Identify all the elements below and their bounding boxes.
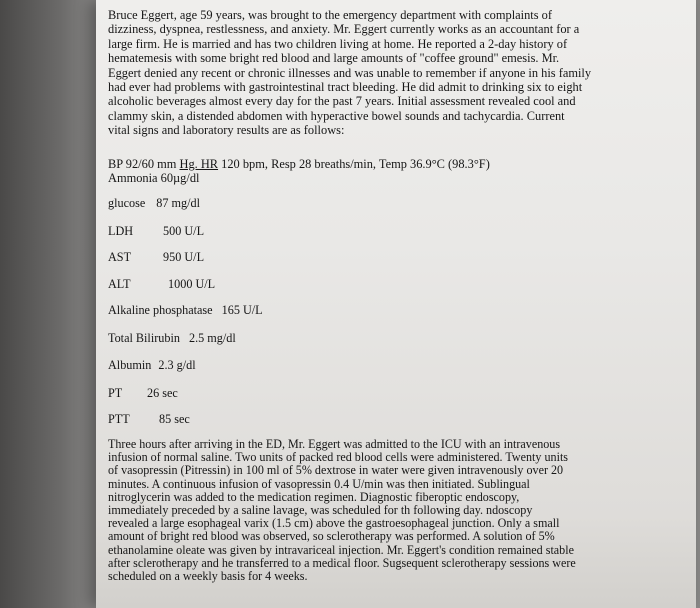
intro-line: hematemesis with some bright red blood and large amounts of "coffee ground" emesis. Mr. bbox=[108, 51, 560, 66]
lab-row-pt bbox=[108, 386, 178, 401]
intro-paragraph bbox=[108, 8, 693, 138]
lab-row-ldh bbox=[108, 224, 204, 239]
narrative-line: ethanolamine oleate was given by intravariceal injection. Mr. Eggert's condition remained stable bbox=[108, 542, 574, 557]
lab-name: Alkaline phosphatase bbox=[108, 303, 213, 317]
lab-value: 2.3 g/dl bbox=[158, 358, 196, 372]
hg-hr-text: Hg. HR bbox=[179, 157, 219, 171]
lab-row-albumin bbox=[108, 358, 196, 373]
lab-value: 1000 U/L bbox=[168, 277, 216, 291]
lab-value: 165 U/L bbox=[221, 303, 263, 317]
lab-name: Total Bilirubin bbox=[108, 331, 180, 345]
lab-value: 85 sec bbox=[159, 412, 190, 426]
lab-value: 87 mg/dl bbox=[156, 196, 200, 210]
narrative-line: revealed a large esophageal varix (1.5 cm) above the gastroesophageal junction. Only a small bbox=[108, 516, 560, 531]
intro-line: dizziness, dyspnea, restlessness, and anxiety. Mr. Eggert currently works as an accountant for a bbox=[108, 22, 580, 37]
lab-name: glucose bbox=[108, 196, 146, 210]
ammonia-line: Ammonia 60µg/dl bbox=[108, 171, 200, 185]
intro-line: vital signs and laboratory results are as follows: bbox=[108, 123, 345, 138]
vital-signs bbox=[108, 157, 490, 185]
lab-row-ptt bbox=[108, 412, 190, 427]
lab-name: PT bbox=[108, 386, 123, 400]
lab-row-alkaline-phosphatase bbox=[108, 303, 263, 318]
lab-name: AST bbox=[108, 250, 132, 264]
vitals-line bbox=[108, 157, 490, 171]
narrative-line: Three hours after arriving in the ED, Mr. Eggert was admitted to the ICU with an intravenous bbox=[108, 437, 561, 451]
lab-name: Albumin bbox=[108, 358, 152, 372]
narrative-line: amount of bright red blood was observed, so sclerotherapy was performed. A solution of 5% bbox=[108, 529, 555, 544]
narrative-line: minutes. A continuous infusion of vasopressin 0.4 U/min was then initiated. Sublingual bbox=[108, 476, 530, 491]
vitals-rest: 120 bpm, Resp 28 breaths/min, Temp 36.9°C (98.3°F) bbox=[218, 157, 490, 171]
narrative-line: scheduled on a weekly basis for 4 weeks. bbox=[108, 569, 308, 584]
bp-value: BP 92/60 mm bbox=[108, 157, 177, 171]
lab-value: 500 U/L bbox=[163, 224, 205, 238]
intro-line: had ever had problems with gastrointestinal tract bleeding. He did admit to drinking six to eight bbox=[108, 80, 583, 95]
intro-line: large firm. He is married and has two children living at home. He reported a 2-day history of bbox=[108, 36, 568, 51]
lab-row-alt bbox=[108, 277, 215, 292]
lab-value: 950 U/L bbox=[163, 250, 205, 264]
lab-row-ast bbox=[108, 250, 204, 265]
narrative-line: after sclerotherapy and he transferred to a medical floor. Sugsequent sclerotherapy sessions were bbox=[108, 555, 576, 570]
lab-name: LDH bbox=[108, 224, 134, 238]
narrative-paragraph bbox=[108, 438, 693, 583]
lab-row-total-bilirubin bbox=[108, 331, 236, 346]
narrative-line: immediately preceded by a saline lavage, was scheduled for th following day. ndoscopy bbox=[108, 503, 533, 518]
intro-line: clammy skin, a distended abdomen with hyperactive bowel sounds and tachycardia. Current bbox=[108, 108, 565, 123]
intro-line: alcoholic beverages almost every day for the past 7 years. Initial assessment revealed cool and bbox=[108, 94, 576, 109]
lab-name: ALT bbox=[108, 277, 131, 291]
intro-line: Bruce Eggert, age 59 years, was brought to the emergency department with complaints of bbox=[108, 8, 552, 22]
narrative-line: nitroglycerin was added to the medication regimen. Diagnostic fiberoptic endoscopy, bbox=[108, 489, 520, 504]
lab-value: 26 sec bbox=[147, 386, 178, 400]
lab-name: PTT bbox=[108, 412, 130, 426]
intro-line: Eggert denied any recent or chronic illnesses and was unable to remember if anyone in his family bbox=[108, 65, 592, 80]
document-page bbox=[96, 0, 696, 608]
narrative-line: infusion of normal saline. Two units of packed red blood cells were administered. Twenty units bbox=[108, 450, 569, 465]
lab-row-glucose bbox=[108, 196, 200, 211]
narrative-line: of vasopressin (Pitressin) in 100 ml of 5% dextrose in water were given intravenously over 20 bbox=[108, 463, 564, 478]
lab-value: 2.5 mg/dl bbox=[188, 331, 236, 345]
